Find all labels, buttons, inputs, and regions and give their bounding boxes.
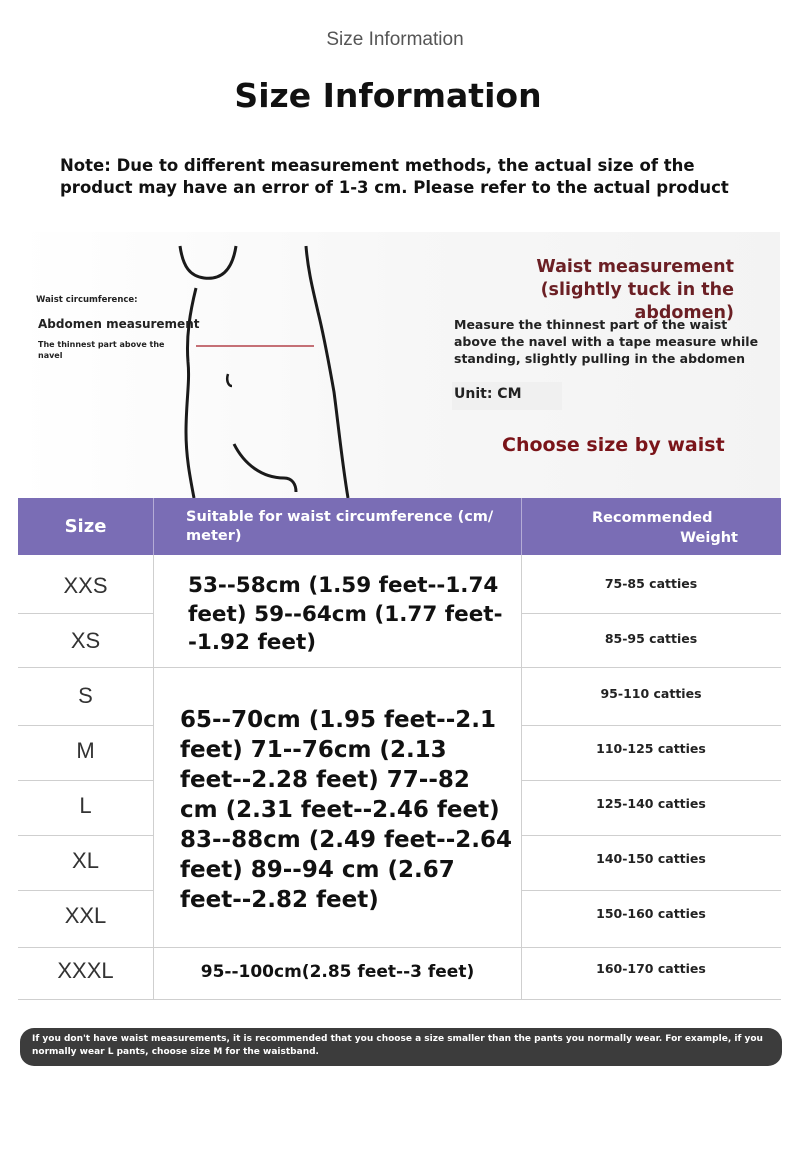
row-divider (18, 780, 153, 781)
size-xxl: XXL (64, 903, 107, 928)
column-divider (521, 555, 522, 1000)
weight-xs: 85-95 catties (604, 631, 698, 646)
size-xs: XS (70, 628, 101, 653)
top-caption: Size Information (326, 29, 464, 50)
size-xxs: XXS (63, 573, 108, 598)
header-size: Size (64, 516, 107, 537)
abdomen-measurement-label: Abdomen measurement (38, 317, 200, 331)
row-divider (18, 890, 153, 891)
size-table (18, 498, 781, 1000)
size-m: M (76, 738, 95, 763)
header-divider (521, 498, 522, 555)
row-divider (521, 613, 781, 614)
choose-size-label: Choose size by waist (502, 434, 725, 456)
row-divider (521, 890, 781, 891)
header-weight (548, 508, 738, 548)
waist-measurement-title: Waist measurement (slightly tuck in the abdomen) (536, 257, 734, 323)
row-divider (521, 725, 781, 726)
table-body (18, 555, 781, 1000)
header-waist: Suitable for waist circumference (cm/ meter) (186, 509, 494, 544)
row-divider (18, 835, 153, 836)
hip-curve (234, 444, 296, 492)
waist-measurement-description: Measure the thinnest part of the waist above the navel with a tape measure while standing, slightly pulling in the abdomen (454, 317, 759, 366)
weight-xxxl: 160-170 catties (596, 961, 706, 976)
unit-label: Unit: CM (452, 382, 562, 410)
weight-xl: 140-150 catties (596, 851, 706, 866)
measurement-diagram (18, 232, 780, 498)
size-xxxl: XXXL (57, 958, 114, 983)
row-divider (18, 667, 781, 668)
waist-range-group-2: 65--70cm (1.95 feet--2.1 feet) 71--76cm (2.13 feet--2.28 feet) 77--82 cm (2.31 feet--2.46 feet) 83--88cm (2.49 feet--2.64 feet) 89--94 cm (2.67 feet--2.82 feet) (180, 707, 513, 913)
weight-s: 95-110 catties (600, 686, 702, 701)
right-body-outline (306, 246, 348, 498)
table-header (18, 498, 781, 555)
waist-range-group-1: 53--58cm (1.59 feet--1.74 feet) 59--64cm (1.77 feet--1.92 feet) (188, 573, 503, 655)
neckline-outline (180, 246, 236, 278)
row-divider (521, 780, 781, 781)
weight-l: 125-140 catties (596, 796, 706, 811)
header-weight-line2: Weight (680, 530, 738, 546)
header-divider (153, 498, 154, 555)
waist-circumference-label: Waist circumference: (36, 295, 138, 305)
row-divider (521, 835, 781, 836)
navel-mark (227, 374, 232, 386)
size-s: S (78, 683, 93, 708)
thinnest-part-label: The thinnest part above the navel (38, 340, 165, 360)
waist-range-group-3: 95--100cm(2.85 feet--3 feet) (200, 962, 475, 982)
column-divider (153, 555, 154, 1000)
weight-xxs: 75-85 catties (604, 576, 698, 591)
recommendation-footer: If you don't have waist measurements, it is recommended that you choose a size smaller than the pants you normally wear. For example, if you normally wear L pants, choose size M for the waistband. (20, 1028, 782, 1066)
page-title: Size Information (234, 76, 542, 115)
header-weight-line1: Recommended (592, 510, 713, 526)
row-divider (18, 725, 153, 726)
row-divider (18, 613, 153, 614)
weight-m: 110-125 catties (596, 741, 706, 756)
weight-xxl: 150-160 catties (596, 906, 706, 921)
size-l: L (79, 793, 92, 818)
size-xl: XL (72, 848, 99, 873)
measurement-note: Note: Due to different measurement methods, the actual size of the product may have an error of 1-3 cm. Please refer to the actual product (60, 156, 729, 197)
row-divider (18, 947, 781, 948)
